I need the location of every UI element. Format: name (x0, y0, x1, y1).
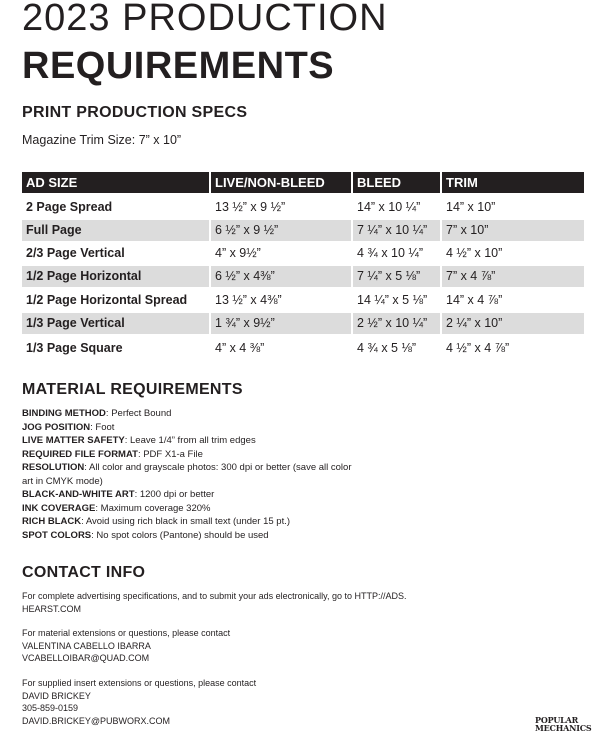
table-row (22, 338, 584, 359)
cell-ad-size: 1/3 Page Square (26, 341, 123, 355)
requirement-item (22, 407, 362, 421)
requirement-label: SPOT COLORS (22, 529, 92, 541)
requirement-label: JOG POSITION (22, 421, 91, 433)
requirement-value: : 1200 dpi or better (134, 489, 215, 500)
requirement-label: INK COVERAGE (22, 502, 96, 514)
contact-phone: 305-859-0159 (22, 703, 79, 713)
contact-block-inserts (22, 677, 442, 727)
requirement-item (22, 434, 362, 448)
table-row (22, 220, 584, 241)
requirement-item (22, 502, 362, 516)
trim-size-text: Magazine Trim Size: 7” x 10” (22, 133, 182, 147)
cell-trim: 4 ½” x 4 ⅞” (446, 341, 510, 355)
requirement-item (22, 421, 362, 435)
cell-trim: 2 ¼” x 10” (442, 313, 584, 334)
requirement-value: : Foot (90, 421, 115, 433)
cell-bleed: 14 ¼” x 5 ⅛” (357, 293, 428, 307)
header-ad-size: AD SIZE (22, 172, 209, 193)
page-title-line-1: 2023 PRODUCTION (22, 0, 388, 39)
cell-trim: 4 ½” x 10” (446, 246, 503, 260)
requirement-item (22, 488, 362, 502)
requirement-value: : No spot colors (Pantone) should be used (91, 529, 269, 541)
requirements-list (22, 407, 362, 542)
requirement-label: BLACK-AND-WHITE ART (22, 489, 135, 500)
requirement-item (22, 448, 362, 462)
cell-live: 4” x 9½” (215, 246, 261, 260)
contact-name: VALENTINA CABELLO IBARRA (22, 640, 151, 651)
requirement-item (22, 461, 362, 488)
contact-email[interactable]: DAVID.BRICKEY@PUBWORX.COM (22, 715, 170, 726)
cell-bleed: 14” x 10 ¼” (357, 200, 421, 214)
print-specs-heading: PRINT PRODUCTION SPECS (22, 104, 248, 121)
cell-ad-size: 2 Page Spread (26, 200, 113, 214)
cell-ad-size: 1/2 Page Horizontal Spread (26, 293, 188, 307)
table-row (22, 313, 584, 334)
cell-ad-size: 1/2 Page Horizontal (22, 266, 209, 287)
contact-info-heading: CONTACT INFO (22, 564, 146, 581)
cell-live: 13 ½” x 9 ½” (215, 200, 286, 214)
table-row (22, 197, 584, 218)
contact-text: For material extensions or questions, please contact (22, 628, 231, 638)
requirement-item (22, 529, 362, 543)
requirement-value: : PDF X1-a File (137, 448, 203, 460)
popular-mechanics-logo (535, 716, 595, 732)
requirement-value: : Leave 1/4” from all trim edges (124, 435, 256, 446)
requirement-label: REQUIRED FILE FORMAT (22, 448, 138, 460)
cell-ad-size: 2/3 Page Vertical (26, 246, 125, 260)
contact-email[interactable]: VCABELLOIBAR@QUAD.COM (22, 653, 150, 663)
cell-live: 13 ½” x 4⅜” (215, 293, 282, 307)
contact-text: For supplied insert extensions or questions, please contact (22, 678, 257, 688)
contact-block-ads (22, 590, 442, 615)
requirement-label: RESOLUTION (22, 462, 85, 473)
cell-bleed: 4 ¾ x 5 ⅛” (357, 341, 417, 355)
cell-bleed: 7 ¼” x 5 ⅛” (353, 266, 440, 287)
table-row (22, 243, 584, 264)
cell-trim: 14” x 4 ⅞” (446, 293, 503, 307)
requirement-label: RICH BLACK (22, 516, 82, 527)
requirement-label: BINDING METHOD (22, 408, 106, 419)
header-live-non-bleed: LIVE/NON-BLEED (211, 172, 351, 193)
cell-ad-size: 1/3 Page Vertical (22, 313, 209, 334)
cell-trim: 7” x 10” (442, 220, 584, 241)
contact-text: For complete advertising specifications, and to submit your ads electronically, go to HTTP://ADS. (22, 591, 407, 601)
cell-bleed: 7 ¼” x 10 ¼” (353, 220, 440, 241)
cell-live: 4” x 4 ⅜” (215, 341, 265, 355)
cell-trim: 14” x 10” (446, 200, 496, 214)
cell-bleed: 4 ¾ x 10 ¼” (357, 246, 424, 260)
cell-live: 6 ½” x 9 ½” (211, 220, 351, 241)
cell-live: 6 ½” x 4⅜” (211, 266, 351, 287)
contact-name: DAVID BRICKEY (22, 690, 91, 701)
logo-line-2: MECHANICS (535, 723, 592, 733)
cell-live: 1 ¾” x 9½” (211, 313, 351, 334)
requirement-label: LIVE MATTER SAFETY (22, 435, 125, 446)
cell-ad-size: Full Page (22, 220, 209, 241)
cell-bleed: 2 ½” x 10 ¼” (353, 313, 440, 334)
contact-block-materials (22, 627, 442, 665)
requirement-item (22, 515, 362, 529)
logo-line-1: POPULAR (535, 715, 579, 725)
material-requirements-heading: MATERIAL REQUIREMENTS (22, 381, 243, 398)
contact-link[interactable]: HEARST.COM (22, 603, 82, 614)
table-header-row (22, 172, 584, 193)
header-trim: TRIM (442, 172, 584, 193)
table-row (22, 266, 584, 287)
cell-trim: 7” x 4 ⅞” (442, 266, 584, 287)
requirement-value: : Perfect Bound (105, 408, 172, 419)
header-bleed: BLEED (353, 172, 440, 193)
requirement-value: : Maximum coverage 320% (95, 502, 211, 514)
page-title-line-2: REQUIREMENTS (22, 45, 335, 87)
requirement-value: : Avoid using rich black in small text (under 15 pt.) (81, 516, 291, 527)
table-row (22, 290, 584, 311)
requirement-value: : All color and grayscale photos: 300 dpi or better (save all color art in CMYK mode) (22, 462, 352, 487)
